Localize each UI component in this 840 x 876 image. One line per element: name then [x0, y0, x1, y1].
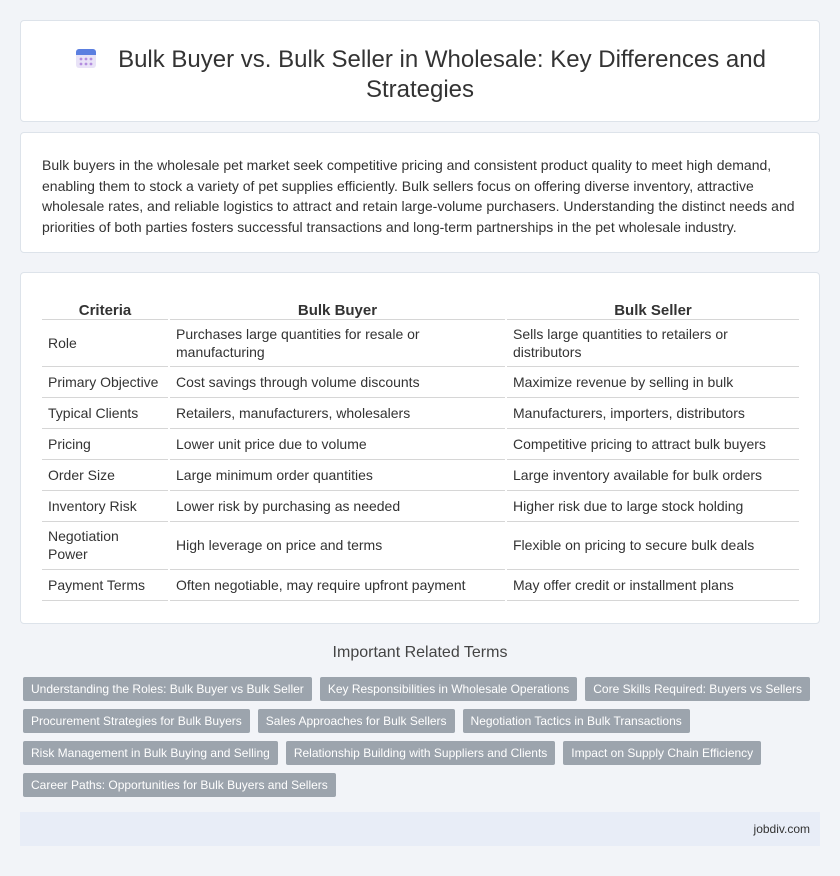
comparison-table [42, 295, 799, 601]
related-terms-heading: Important Related Terms [332, 644, 508, 661]
intro-card [20, 132, 820, 253]
column-header-criteria: Criteria [42, 295, 169, 319]
bulk-buyer-cell: Lower unit price due to volume [169, 428, 506, 459]
table-row [42, 366, 799, 397]
column-header-bulk-seller: Bulk Seller [506, 295, 799, 319]
related-term-tag[interactable]: Relationship Building with Suppliers and Clients [286, 741, 555, 765]
calendar-icon [74, 46, 98, 70]
page-title: Bulk Buyer vs. Bulk Seller in Wholesale: Key Differences and Strategies [118, 46, 766, 103]
criteria-cell: Role [42, 319, 169, 366]
comparison-card [20, 272, 820, 624]
bulk-seller-cell: May offer credit or installment plans [506, 569, 799, 600]
criteria-cell: Typical Clients [42, 397, 169, 428]
column-header-bulk-buyer: Bulk Buyer [169, 295, 506, 319]
footer-site-link[interactable]: jobdiv.com [753, 822, 810, 836]
criteria-cell: Negotiation Power [42, 521, 169, 569]
table-row [42, 569, 799, 600]
criteria-cell: Pricing [42, 428, 169, 459]
related-term-tag[interactable]: Impact on Supply Chain Efficiency [563, 741, 761, 765]
bulk-seller-cell: Maximize revenue by selling in bulk [506, 366, 799, 397]
related-terms-list [23, 677, 823, 805]
bulk-buyer-cell: Often negotiable, may require upfront payment [169, 569, 506, 600]
table-header-row [42, 295, 799, 319]
header-card [20, 20, 820, 122]
bulk-seller-cell: Sells large quantities to retailers or distributors [506, 319, 799, 366]
table-row [42, 397, 799, 428]
related-term-tag[interactable]: Understanding the Roles: Bulk Buyer vs Bulk Seller [23, 677, 312, 701]
related-term-tag[interactable]: Sales Approaches for Bulk Sellers [258, 709, 455, 733]
table-row [42, 459, 799, 490]
bulk-buyer-cell: Lower risk by purchasing as needed [169, 490, 506, 521]
related-term-tag[interactable]: Core Skills Required: Buyers vs Sellers [585, 677, 810, 701]
table-row [42, 428, 799, 459]
bulk-seller-cell: Higher risk due to large stock holding [506, 490, 799, 521]
bulk-seller-cell: Flexible on pricing to secure bulk deals [506, 521, 799, 569]
criteria-cell: Inventory Risk [42, 490, 169, 521]
related-term-tag[interactable]: Procurement Strategies for Bulk Buyers [23, 709, 250, 733]
table-row [42, 521, 799, 569]
page-title-wrap [21, 45, 819, 105]
table-row [42, 490, 799, 521]
bulk-buyer-cell: High leverage on price and terms [169, 521, 506, 569]
table-row [42, 319, 799, 366]
bulk-seller-cell: Competitive pricing to attract bulk buyers [506, 428, 799, 459]
footer [20, 812, 820, 846]
intro-paragraph: Bulk buyers in the wholesale pet market seek competitive pricing and consistent product quality to meet high demand, enabling them to stock a variety of pet supplies efficiently. Bulk sellers focus on offering diverse inventory, attractive wholesale rates, and reliable logistics to attract and retain large-volume purchasers. Understanding the distinct needs and priorities of both parties fosters successful transactions and long-term partnerships in the pet wholesale industry. [42, 157, 795, 235]
related-term-tag[interactable]: Risk Management in Bulk Buying and Selling [23, 741, 278, 765]
related-term-tag[interactable]: Career Paths: Opportunities for Bulk Buyers and Sellers [23, 773, 336, 797]
bulk-buyer-cell: Retailers, manufacturers, wholesalers [169, 397, 506, 428]
bulk-seller-cell: Large inventory available for bulk orders [506, 459, 799, 490]
criteria-cell: Primary Objective [42, 366, 169, 397]
related-term-tag[interactable]: Negotiation Tactics in Bulk Transactions [463, 709, 690, 733]
bulk-buyer-cell: Purchases large quantities for resale or manufacturing [169, 319, 506, 366]
related-term-tag[interactable]: Key Responsibilities in Wholesale Operations [320, 677, 577, 701]
bulk-buyer-cell: Large minimum order quantities [169, 459, 506, 490]
criteria-cell: Payment Terms [42, 569, 169, 600]
bulk-buyer-cell: Cost savings through volume discounts [169, 366, 506, 397]
criteria-cell: Order Size [42, 459, 169, 490]
bulk-seller-cell: Manufacturers, importers, distributors [506, 397, 799, 428]
